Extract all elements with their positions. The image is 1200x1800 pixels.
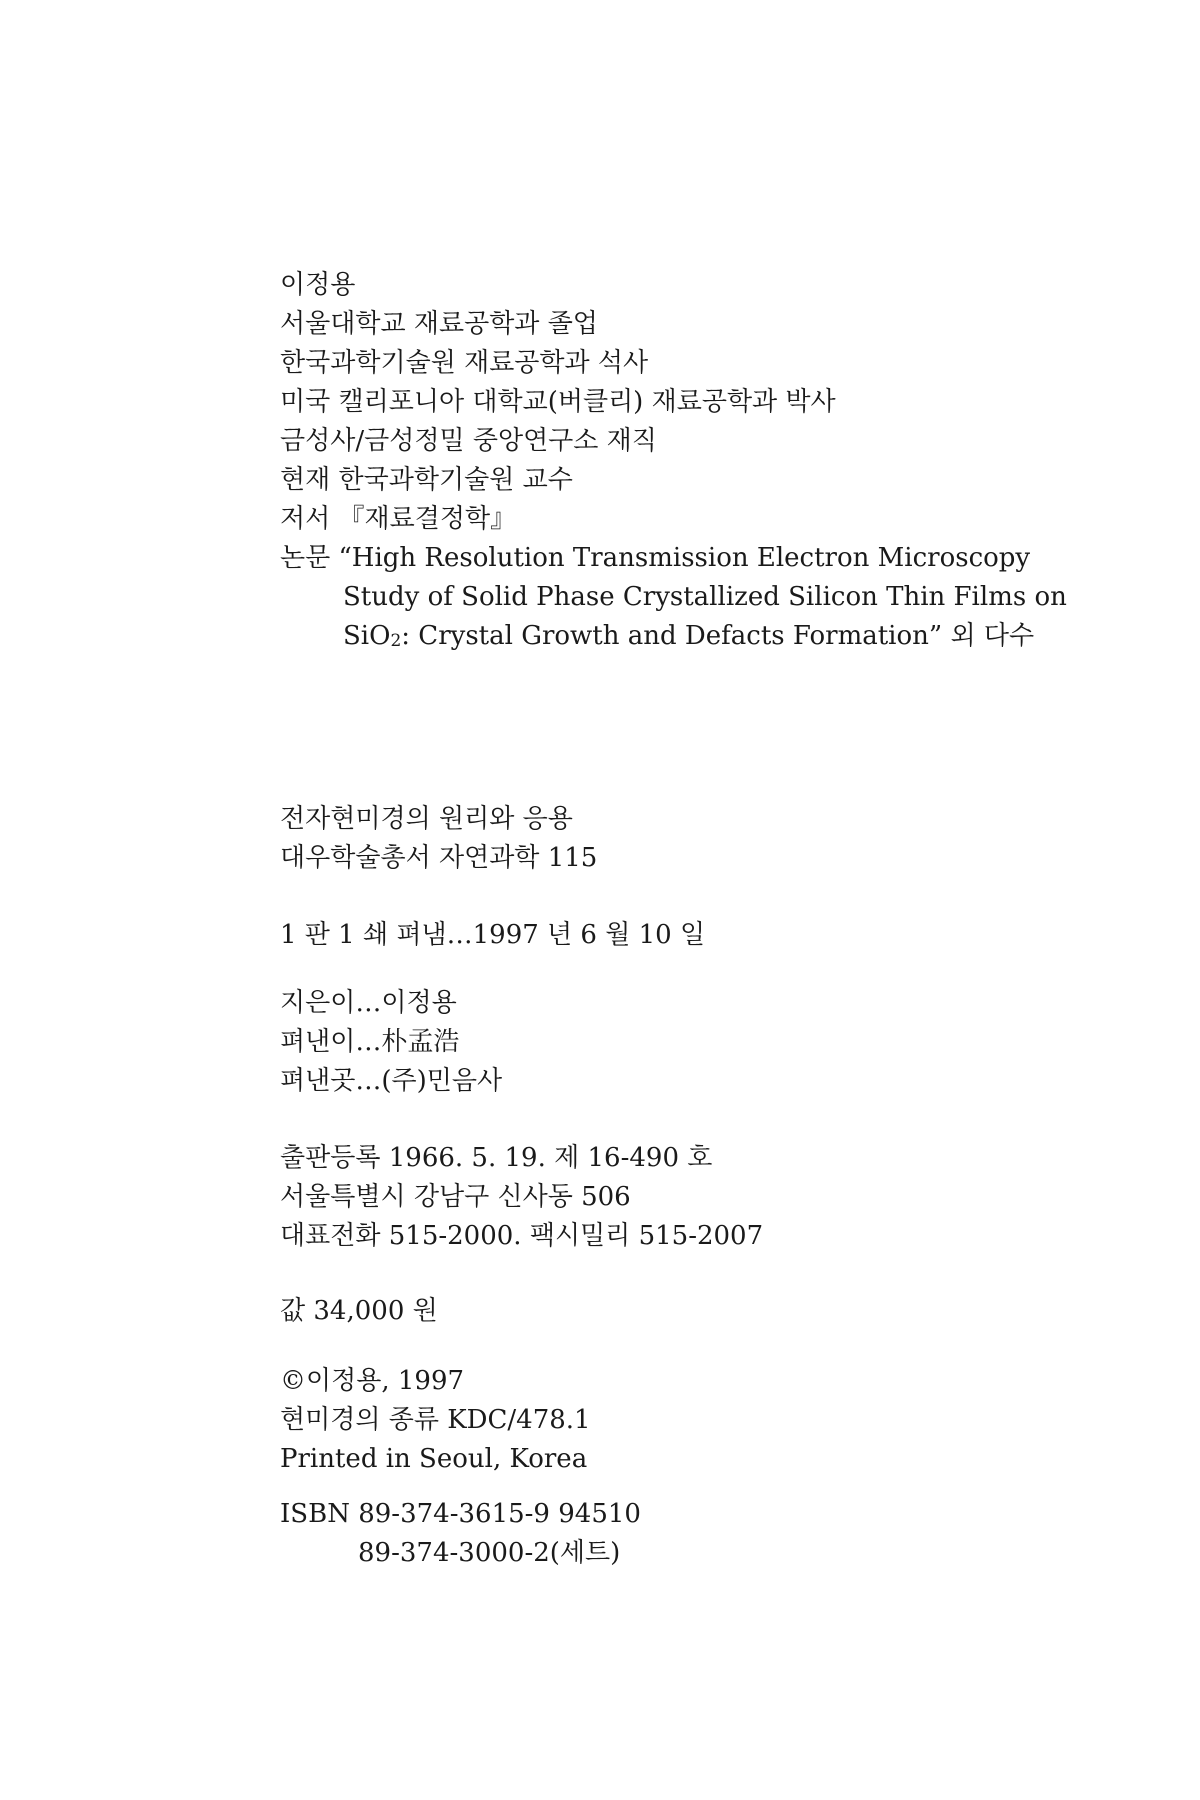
publisher-phone: 대표전화 515-2000. 팩시밀리 515-2007 [280,1221,764,1251]
isbn-info [280,1495,641,1573]
isbn-primary: ISBN 89-374-3615-9 94510 [280,1499,641,1529]
bio-line-paper: 논문 “High Resolution Transmission Electron Microscopy [280,543,1031,573]
credit-author: 지은이…이정용 [280,988,457,1018]
credit-publisher-person: 펴낸이…朴孟浩 [280,1027,460,1057]
credits [280,984,502,1101]
paper-formula-subscript: 2 [390,631,402,651]
bio-line-education-undergrad: 서울대학교 재료공학과 졸업 [280,309,598,339]
book-info [280,800,597,878]
price-info [280,1292,438,1331]
edition-info [280,916,705,955]
bio-line-education-phd: 미국 캘리포니아 대학교(버클리) 재료공학과 박사 [280,387,836,417]
author-name: 이정용 [280,270,356,300]
copyright-holder: ©이정용, 1997 [280,1366,465,1396]
author-biography [280,266,1067,661]
book-series: 대우학술총서 자연과학 115 [280,843,598,873]
bio-line-paper-continued-2 [280,617,1067,661]
copyright-info [280,1362,591,1479]
bio-line-education-masters: 한국과학기술원 재료공학과 석사 [280,348,649,378]
bio-line-paper-continued-1: Study of Solid Phase Crystallized Silicon Thin Films on [343,582,1067,612]
publisher-address: 서울특별시 강남구 신사동 506 [280,1182,631,1212]
bio-line-employment-current: 현재 한국과학기술원 교수 [280,465,573,495]
isbn-set: 89-374-3000-2(세트) [358,1538,621,1568]
book-title: 전자현미경의 원리와 응용 [280,804,573,834]
bio-line-employment-past: 금성사/금성정밀 중앙연구소 재직 [280,426,657,456]
paper-formula-base: SiO [343,621,391,651]
publisher-info [280,1139,763,1256]
bio-line-books: 저서 『재료결정학』 [280,504,517,534]
credit-publisher-house: 펴낸곳…(주)민음사 [280,1066,503,1096]
publisher-registration: 출판등록 1966. 5. 19. 제 16-490 호 [280,1143,713,1173]
paper-title-end: : Crystal Growth and Defacts Formation” 외 다수 [401,621,1035,651]
price: 값 34,000 원 [280,1296,438,1326]
edition-line: 1 판 1 쇄 펴냄…1997 년 6 월 10 일 [280,920,706,950]
printed-location: Printed in Seoul, Korea [280,1444,588,1474]
classification: 현미경의 종류 KDC/478.1 [280,1405,591,1435]
